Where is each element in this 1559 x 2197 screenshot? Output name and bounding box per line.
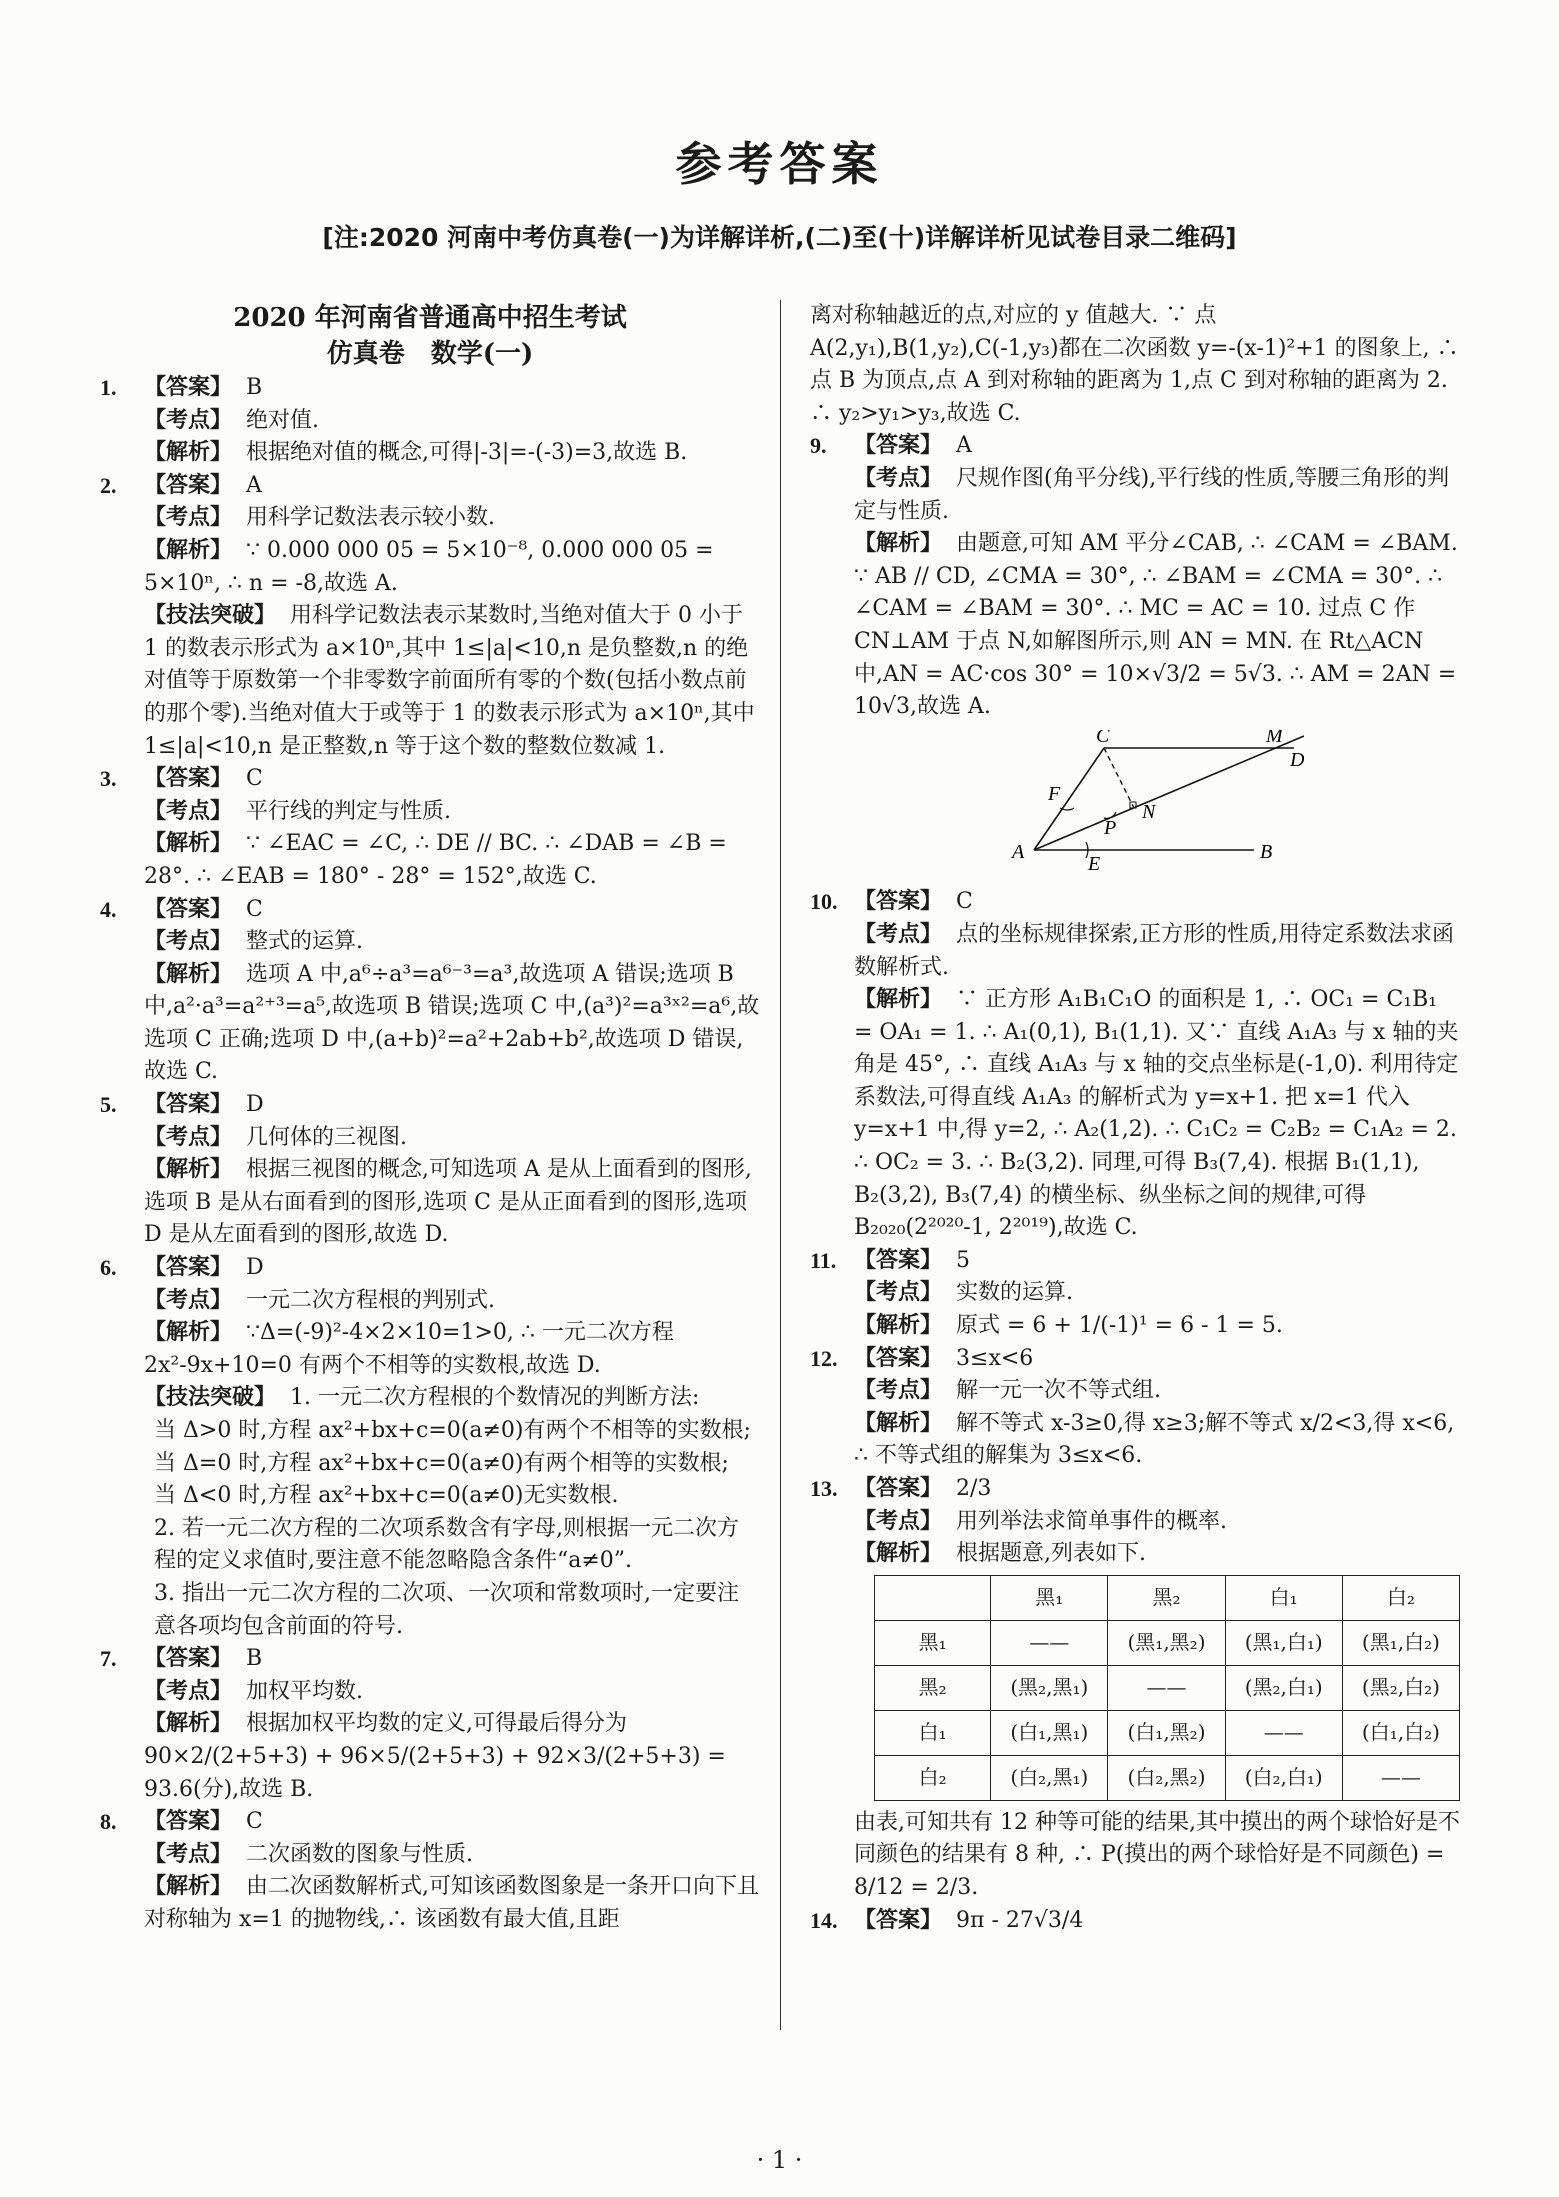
question-number: 14. [810, 1907, 838, 1933]
table-cell: 黑₁ [875, 1620, 991, 1665]
label-C: C [1096, 729, 1110, 747]
analysis-label: 【解析】 [854, 531, 943, 557]
point-label: 【考点】 [144, 1678, 233, 1704]
table-cell: 黑₂ [875, 1665, 991, 1710]
table-cell: (白₂,黑₂) [1108, 1755, 1225, 1800]
table-cell: (白₂,白₁) [1225, 1755, 1342, 1800]
table-cell: (白₁,黑₂) [1108, 1710, 1225, 1755]
point-text: 加权平均数. [246, 1678, 364, 1704]
table-row [875, 1665, 1460, 1710]
analysis-text: 根据绝对值的概念,可得|-3|=-(-3)=3,故选 B. [246, 440, 688, 466]
point-text: 解一元一次不等式组. [956, 1378, 1162, 1404]
analysis-label: 【解析】 [144, 1711, 233, 1737]
analysis-text: ∵ 正方形 A₁B₁C₁O 的面积是 1, ∴ OC₁ = C₁B₁ = OA₁ = 1. ∴ A₁(0,1), B₁(1,1). 又∵ 直线 A₁A₃ 与 x 轴的夹角是 45°, ∴ 直线 A₁A₃ 与 x 轴的交点坐标是(-1,0). 利用待定系数法,可得直线 A₁A₃ 的解析式为 y=x+1. 把 x=1 代入 y=x+1 中,得 y=2, ∴ A₂(1,2). ∴ C₁C₂ = C₂B₂ = C₁A₂ = 2. ∴ OC₂ = 3. ∴ B₂(3,2). 同理,可得 B₃(7,4). 根据 B₁(1,1), B₂(3,2), B₃(7,4) 的横坐标、纵坐标之间的规律,可得 B₂₀₂₀(2²⁰²⁰-1, 2²⁰¹⁹),故选 C. [854, 987, 1459, 1241]
point-text: 几何体的三视图. [246, 1124, 408, 1150]
answer-value: 9π - 27√3/4 [956, 1907, 1084, 1933]
analysis-text: 解不等式 x-3≥0,得 x≥3;解不等式 x/2<3,得 x<6, ∴ 不等式组的解集为 3≤x<6. [854, 1410, 1455, 1469]
geometry-diagram [1004, 730, 1304, 870]
analysis-label: 【解析】 [144, 1157, 233, 1183]
left-column [100, 300, 760, 1937]
tip-line: 3. 指出一元二次方程的二次项、一次项和常数项时,一定要注意各项均包含前面的符号. [154, 1580, 739, 1639]
table-cell: —— [991, 1620, 1108, 1665]
page-number: · 1 · [756, 2146, 803, 2174]
table-cell: (黑₁,黑₂) [1108, 1620, 1225, 1665]
question-9 [810, 430, 1460, 886]
question-number: 10. [810, 889, 838, 915]
analysis-text: 由题意,可知 AM 平分∠CAB, ∴ ∠CAM = ∠BAM. ∵ AB // CD, ∠CMA = 30°, ∴ ∠BAM = ∠CMA = 30°. ∴ ∠CAM = ∠BAM = 30°. ∴ MC = AC = 10. 过点 C 作 CN⊥AM 于点 N,如解图所示,则 AN = MN. 在 Rt△ACN 中,AN = AC·cos 30° = 10×√3/2 = 5√3. ∴ AM = 2AN = 10√3,故选 A. [854, 531, 1458, 720]
point-label: 【考点】 [144, 929, 233, 955]
analysis-text: ∵ ∠EAC = ∠C, ∴ DE // BC. ∴ ∠DAB = ∠B = 28°. ∴ ∠EAB = 180° - 28° = 152°,故选 C. [144, 831, 727, 889]
answer-value: B [246, 1646, 263, 1672]
table-cell: (白₁,白₂) [1342, 1710, 1459, 1755]
point-label: 【考点】 [854, 1280, 943, 1306]
point-label: 【考点】 [144, 1287, 233, 1313]
tip-line: 当 Δ=0 时,方程 ax²+bx+c=0(a≠0)有两个相等的实数根; [154, 1450, 729, 1476]
table-cell: 白₁ [1225, 1575, 1342, 1620]
analysis-text: 根据三视图的概念,可知选项 A 是从上面看到的图形,选项 B 是从右面看到的图形,选项 C 是从正面看到的图形,选项 D 是从左面看到的图形,故选 D. [144, 1157, 752, 1248]
table-cell: (黑₂,白₂) [1342, 1665, 1459, 1710]
answer-value: C [246, 1809, 263, 1835]
point-text: 用列举法求简单事件的概率. [956, 1508, 1228, 1534]
analysis-label: 【解析】 [854, 1541, 943, 1567]
point-label: 【考点】 [854, 1378, 943, 1404]
table-cell: (白₁,黑₁) [991, 1710, 1108, 1755]
point-text: 绝对值. [246, 407, 320, 433]
answer-value: D [246, 1255, 264, 1281]
answer-label: 【答案】 [144, 1255, 233, 1281]
label-M: M [1266, 729, 1283, 747]
question-number: 3. [100, 766, 117, 792]
table-cell: (黑₂,白₁) [1225, 1665, 1342, 1710]
question-number: 11. [810, 1247, 837, 1273]
analysis-label: 【解析】 [144, 1874, 233, 1900]
analysis-label: 【解析】 [144, 440, 233, 466]
question-number: 12. [810, 1345, 838, 1371]
question-11 [810, 1245, 1460, 1343]
question-number: 9. [810, 433, 827, 459]
label-N: N [1142, 800, 1156, 823]
table-cell [875, 1575, 991, 1620]
analysis-text: ∵ 0.000 000 05 = 5×10⁻⁸, 0.000 000 05 = 5×10ⁿ, ∴ n = -8,故选 A. [144, 537, 714, 596]
analysis-label: 【解析】 [144, 537, 233, 563]
analysis-label: 【解析】 [144, 961, 233, 987]
point-text: 平行线的判定与性质. [246, 798, 452, 824]
analysis-label: 【解析】 [854, 1313, 943, 1339]
table-cell: (黑₁,白₁) [1225, 1620, 1342, 1665]
question-6 [100, 1252, 760, 1643]
answer-label: 【答案】 [854, 433, 943, 459]
analysis-text: 选项 A 中,a⁶÷a³=a⁶⁻³=a³,故选项 A 错误;选项 B 中,a²·a³=a²⁺³=a⁵,故选项 B 错误;选项 C 中,(a³)²=a³ˣ²=a⁶,故选项 C 正确;选项 D 中,(a+b)²=a²+2ab+b²,故选项 D 错误,故选 C. [144, 961, 760, 1085]
table-cell: (黑₁,白₂) [1342, 1620, 1459, 1665]
point-label: 【考点】 [854, 465, 943, 491]
section-title-2: 仿真卷 数学(一) [326, 339, 534, 369]
answer-value: A [246, 472, 262, 498]
point-text: 二次函数的图象与性质. [246, 1841, 474, 1867]
question-12 [810, 1343, 1460, 1473]
analysis-label: 【解析】 [854, 987, 943, 1013]
answer-label: 【答案】 [144, 375, 233, 400]
answer-label: 【答案】 [144, 1646, 233, 1672]
answer-label: 【答案】 [854, 889, 943, 915]
answer-value: 5 [956, 1247, 971, 1273]
tip-line: 2. 若一元二次方程的二次项系数含有字母,则根据一元二次方程的定义求值时,要注意不能忽略隐含条件“a≠0”. [154, 1515, 739, 1574]
analysis-text: 由表,可知共有 12 种等可能的结果,其中摸出的两个球恰好是不同颜色的结果有 8 种, ∴ P(摸出的两个球恰好是不同颜色) = 8/12 = 2/3. [854, 1809, 1460, 1900]
question-14 [810, 1905, 1460, 1938]
question-3 [100, 763, 760, 893]
section-title-1: 2020 年河南省普通高中招生考试 [233, 303, 627, 333]
answer-value: C [956, 889, 973, 915]
answer-label: 【答案】 [144, 1809, 233, 1835]
point-label: 【考点】 [144, 407, 233, 433]
analysis-label: 【解析】 [144, 831, 233, 857]
table-cell: 白₁ [875, 1710, 991, 1755]
point-label: 【考点】 [144, 1124, 233, 1150]
table-row [875, 1620, 1460, 1665]
tip-line: 当 Δ<0 时,方程 ax²+bx+c=0(a≠0)无实数根. [154, 1483, 619, 1509]
question-number: 8. [100, 1809, 117, 1835]
answer-value: A [956, 433, 972, 459]
table-cell: (白₂,黑₁) [991, 1755, 1108, 1800]
tip-text: 1. 一元二次方程根的个数情况的判断方法: [290, 1385, 700, 1411]
tip-line: 当 Δ>0 时,方程 ax²+bx+c=0(a≠0)有两个不相等的实数根; [154, 1418, 751, 1443]
page-note: [注:2020 河南中考仿真卷(一)为详解详析,(二)至(十)详解详析见试卷目录二维码] [322, 223, 1237, 252]
table-header-row [875, 1575, 1460, 1620]
answer-value: C [246, 896, 263, 922]
point-label: 【考点】 [854, 921, 943, 947]
answer-label: 【答案】 [144, 896, 233, 922]
question-number: 13. [810, 1476, 838, 1501]
question-number: 5. [100, 1092, 117, 1118]
point-text: 尺规作图(角平分线),平行线的性质,等腰三角形的判定与性质. [854, 465, 1450, 524]
question-number: 6. [100, 1255, 117, 1281]
column-divider [780, 300, 781, 2030]
table-cell: 白₂ [1342, 1575, 1459, 1620]
line-CN [1104, 748, 1134, 808]
table-row [875, 1755, 1460, 1800]
tip-label: 【技法突破】 [144, 1385, 277, 1411]
answer-label: 【答案】 [144, 472, 233, 498]
point-label: 【考点】 [854, 1508, 943, 1534]
answer-label: 【答案】 [144, 1092, 233, 1118]
question-8 [100, 1806, 760, 1936]
question-10 [810, 886, 1460, 1245]
label-B: B [1260, 840, 1273, 863]
analysis-label: 【解析】 [854, 1410, 943, 1436]
table-cell: —— [1225, 1710, 1342, 1755]
question-number: 7. [100, 1646, 117, 1672]
answer-value: 2/3 [956, 1476, 992, 1501]
answer-value: C [246, 766, 263, 792]
question-7 [100, 1643, 760, 1806]
table-row [875, 1710, 1460, 1755]
table-cell: 黑₂ [1108, 1575, 1225, 1620]
point-text: 实数的运算. [956, 1280, 1074, 1306]
point-text: 点的坐标规律探索,正方形的性质,用待定系数法求函数解析式. [854, 921, 1455, 980]
answer-label: 【答案】 [854, 1247, 943, 1273]
point-label: 【考点】 [144, 505, 233, 531]
point-text: 一元二次方程根的判别式. [246, 1287, 496, 1313]
answer-label: 【答案】 [854, 1345, 943, 1371]
point-label: 【考点】 [144, 798, 233, 824]
label-D: D [1290, 748, 1304, 771]
table-cell: —— [1342, 1755, 1459, 1800]
question-4 [100, 894, 760, 1090]
answer-label: 【答案】 [144, 766, 233, 792]
label-E: E [1088, 852, 1101, 870]
question-5 [100, 1089, 760, 1252]
question-2 [100, 470, 760, 763]
analysis-text: 原式 = 6 + 1/(-1)¹ = 6 - 1 = 5. [956, 1313, 1283, 1339]
analysis-label: 【解析】 [144, 1320, 233, 1346]
label-F: F [1048, 782, 1061, 805]
answer-label: 【答案】 [854, 1476, 943, 1501]
point-text: 整式的运算. [246, 929, 364, 955]
question-number: 1. [100, 375, 117, 400]
analysis-text: 根据题意,列表如下. [956, 1541, 1147, 1567]
line-AM [1034, 736, 1304, 850]
label-P: P [1104, 816, 1117, 839]
question-number: 4. [100, 896, 117, 922]
probability-table [874, 1575, 1460, 1801]
question-1 [100, 372, 760, 470]
analysis-text: ∵Δ=(-9)²-4×2×10=1>0, ∴ 一元二次方程 2x²-9x+10=0 有两个不相等的实数根,故选 D. [144, 1320, 674, 1378]
continued-text: 离对称轴越近的点,对应的 y 值越大. ∵ 点 A(2,y₁),B(1,y₂),C(-1,y₃)都在二次函数 y=-(x-1)²+1 的图象上, ∴ 点 B 为顶点,点 A 到对称轴的距离为 1,点 C 到对称轴的距离为 2. ∴ y₂>y₁>y₃,故选 C. [810, 303, 1459, 426]
tip-label: 【技法突破】 [144, 603, 277, 629]
right-column [810, 300, 1460, 1937]
answer-value: 3≤x<6 [956, 1345, 1034, 1371]
tip-text: 用科学记数法表示某数时,当绝对值大于 0 小于 1 的数表示形式为 a×10ⁿ,其中 1≤|a|<10,n 是负整数,n 的绝对值等于原数第一个非零数字前面所有零的个数(包括小数点前的那个零).当绝对值大于或等于 1 的数表示形式为 a×10ⁿ,其中 1≤|a|<10,n 是正整数,n 等于这个数的整数位数减 1. [144, 603, 755, 759]
answer-label: 【答案】 [854, 1907, 943, 1933]
point-label: 【考点】 [144, 1841, 233, 1867]
page-title: 参考答案 [675, 137, 884, 191]
table-cell: (黑₂,黑₁) [991, 1665, 1108, 1710]
table-cell: —— [1108, 1665, 1225, 1710]
table-cell: 黑₁ [991, 1575, 1108, 1620]
point-text: 用科学记数法表示较小数. [246, 505, 496, 531]
question-number: 2. [100, 472, 117, 498]
question-13 [810, 1473, 1460, 1905]
analysis-text: 根据加权平均数的定义,可得最后得分为 90×2/(2+5+3) + 96×5/(2+5+3) + 92×3/(2+5+3) = 93.6(分),故选 B. [144, 1711, 726, 1802]
table-cell: 白₂ [875, 1755, 991, 1800]
answer-value: D [246, 1092, 264, 1118]
analysis-text: 由二次函数解析式,可知该函数图象是一条开口向下且对称轴为 x=1 的抛物线,∴ 该函数有最大值,且距 [144, 1874, 760, 1932]
label-A: A [1012, 840, 1025, 863]
answer-value: B [246, 375, 263, 400]
